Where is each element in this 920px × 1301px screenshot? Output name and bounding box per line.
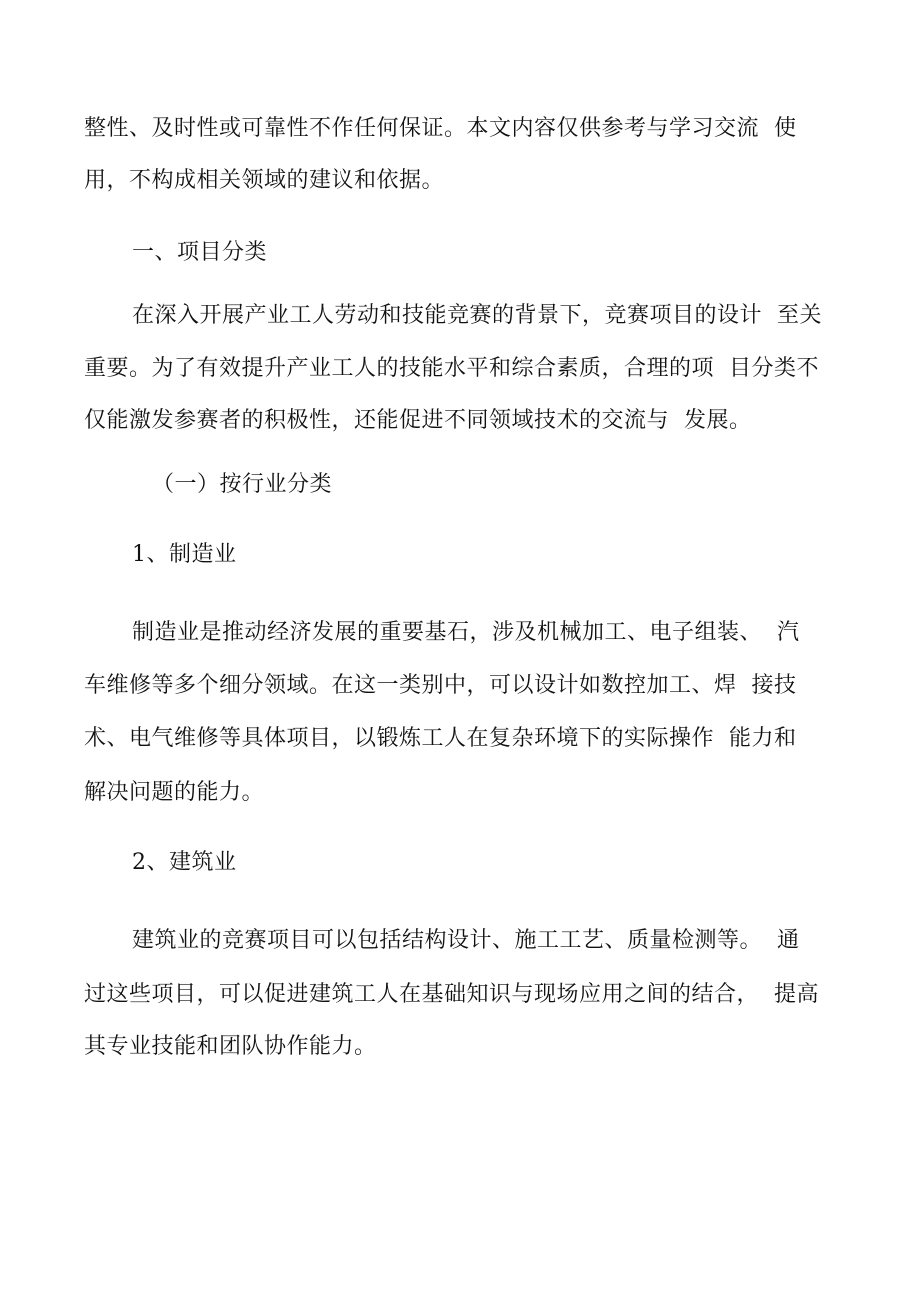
paragraph-line: 仅能激发参赛者的积极性，还能促进不同领域技术的交流与 发展。: [84, 408, 752, 433]
paragraph-line: 整性、及时性或可靠性不作任何保证。本文内容仅供参考与学习交流 使: [84, 116, 797, 141]
paragraph-line: 车维修等多个细分领域。在这一类别中，可以设计如数控加工、焊 接技: [84, 673, 797, 698]
section-heading: 一、项目分类: [132, 240, 268, 265]
paragraph-line: 制造业是推动经济发展的重要基石，涉及机械加工、电子组装、 汽: [132, 620, 800, 645]
paragraph-line: 重要。为了有效提升产业工人的技能水平和综合素质，合理的项 目分类不: [84, 356, 819, 381]
subsection-heading: （一）按行业分类: [152, 472, 333, 497]
paragraph-line: 过这些项目，可以促进建筑工人在基础知识与现场应用之间的结合， 提高: [84, 982, 819, 1007]
paragraph-line: 解决问题的能力。: [84, 780, 265, 805]
paragraph-line: 其专业技能和团队协作能力。: [84, 1034, 377, 1059]
paragraph-line: 在深入开展产业工人劳动和技能竞赛的背景下，竞赛项目的设计 至关: [132, 303, 822, 328]
item-heading: 1、制造业: [132, 542, 237, 567]
paragraph-line: 建筑业的竞赛项目可以包括结构设计、施工工艺、质量检测等。 通: [132, 928, 800, 953]
item-heading: 2、建筑业: [132, 850, 237, 875]
paragraph-line: 用，不构成相关领域的建议和依据。: [84, 168, 445, 193]
paragraph-line: 术、电气维修等具体项目，以锻炼工人在复杂环境下的实际操作 能力和: [84, 726, 797, 751]
